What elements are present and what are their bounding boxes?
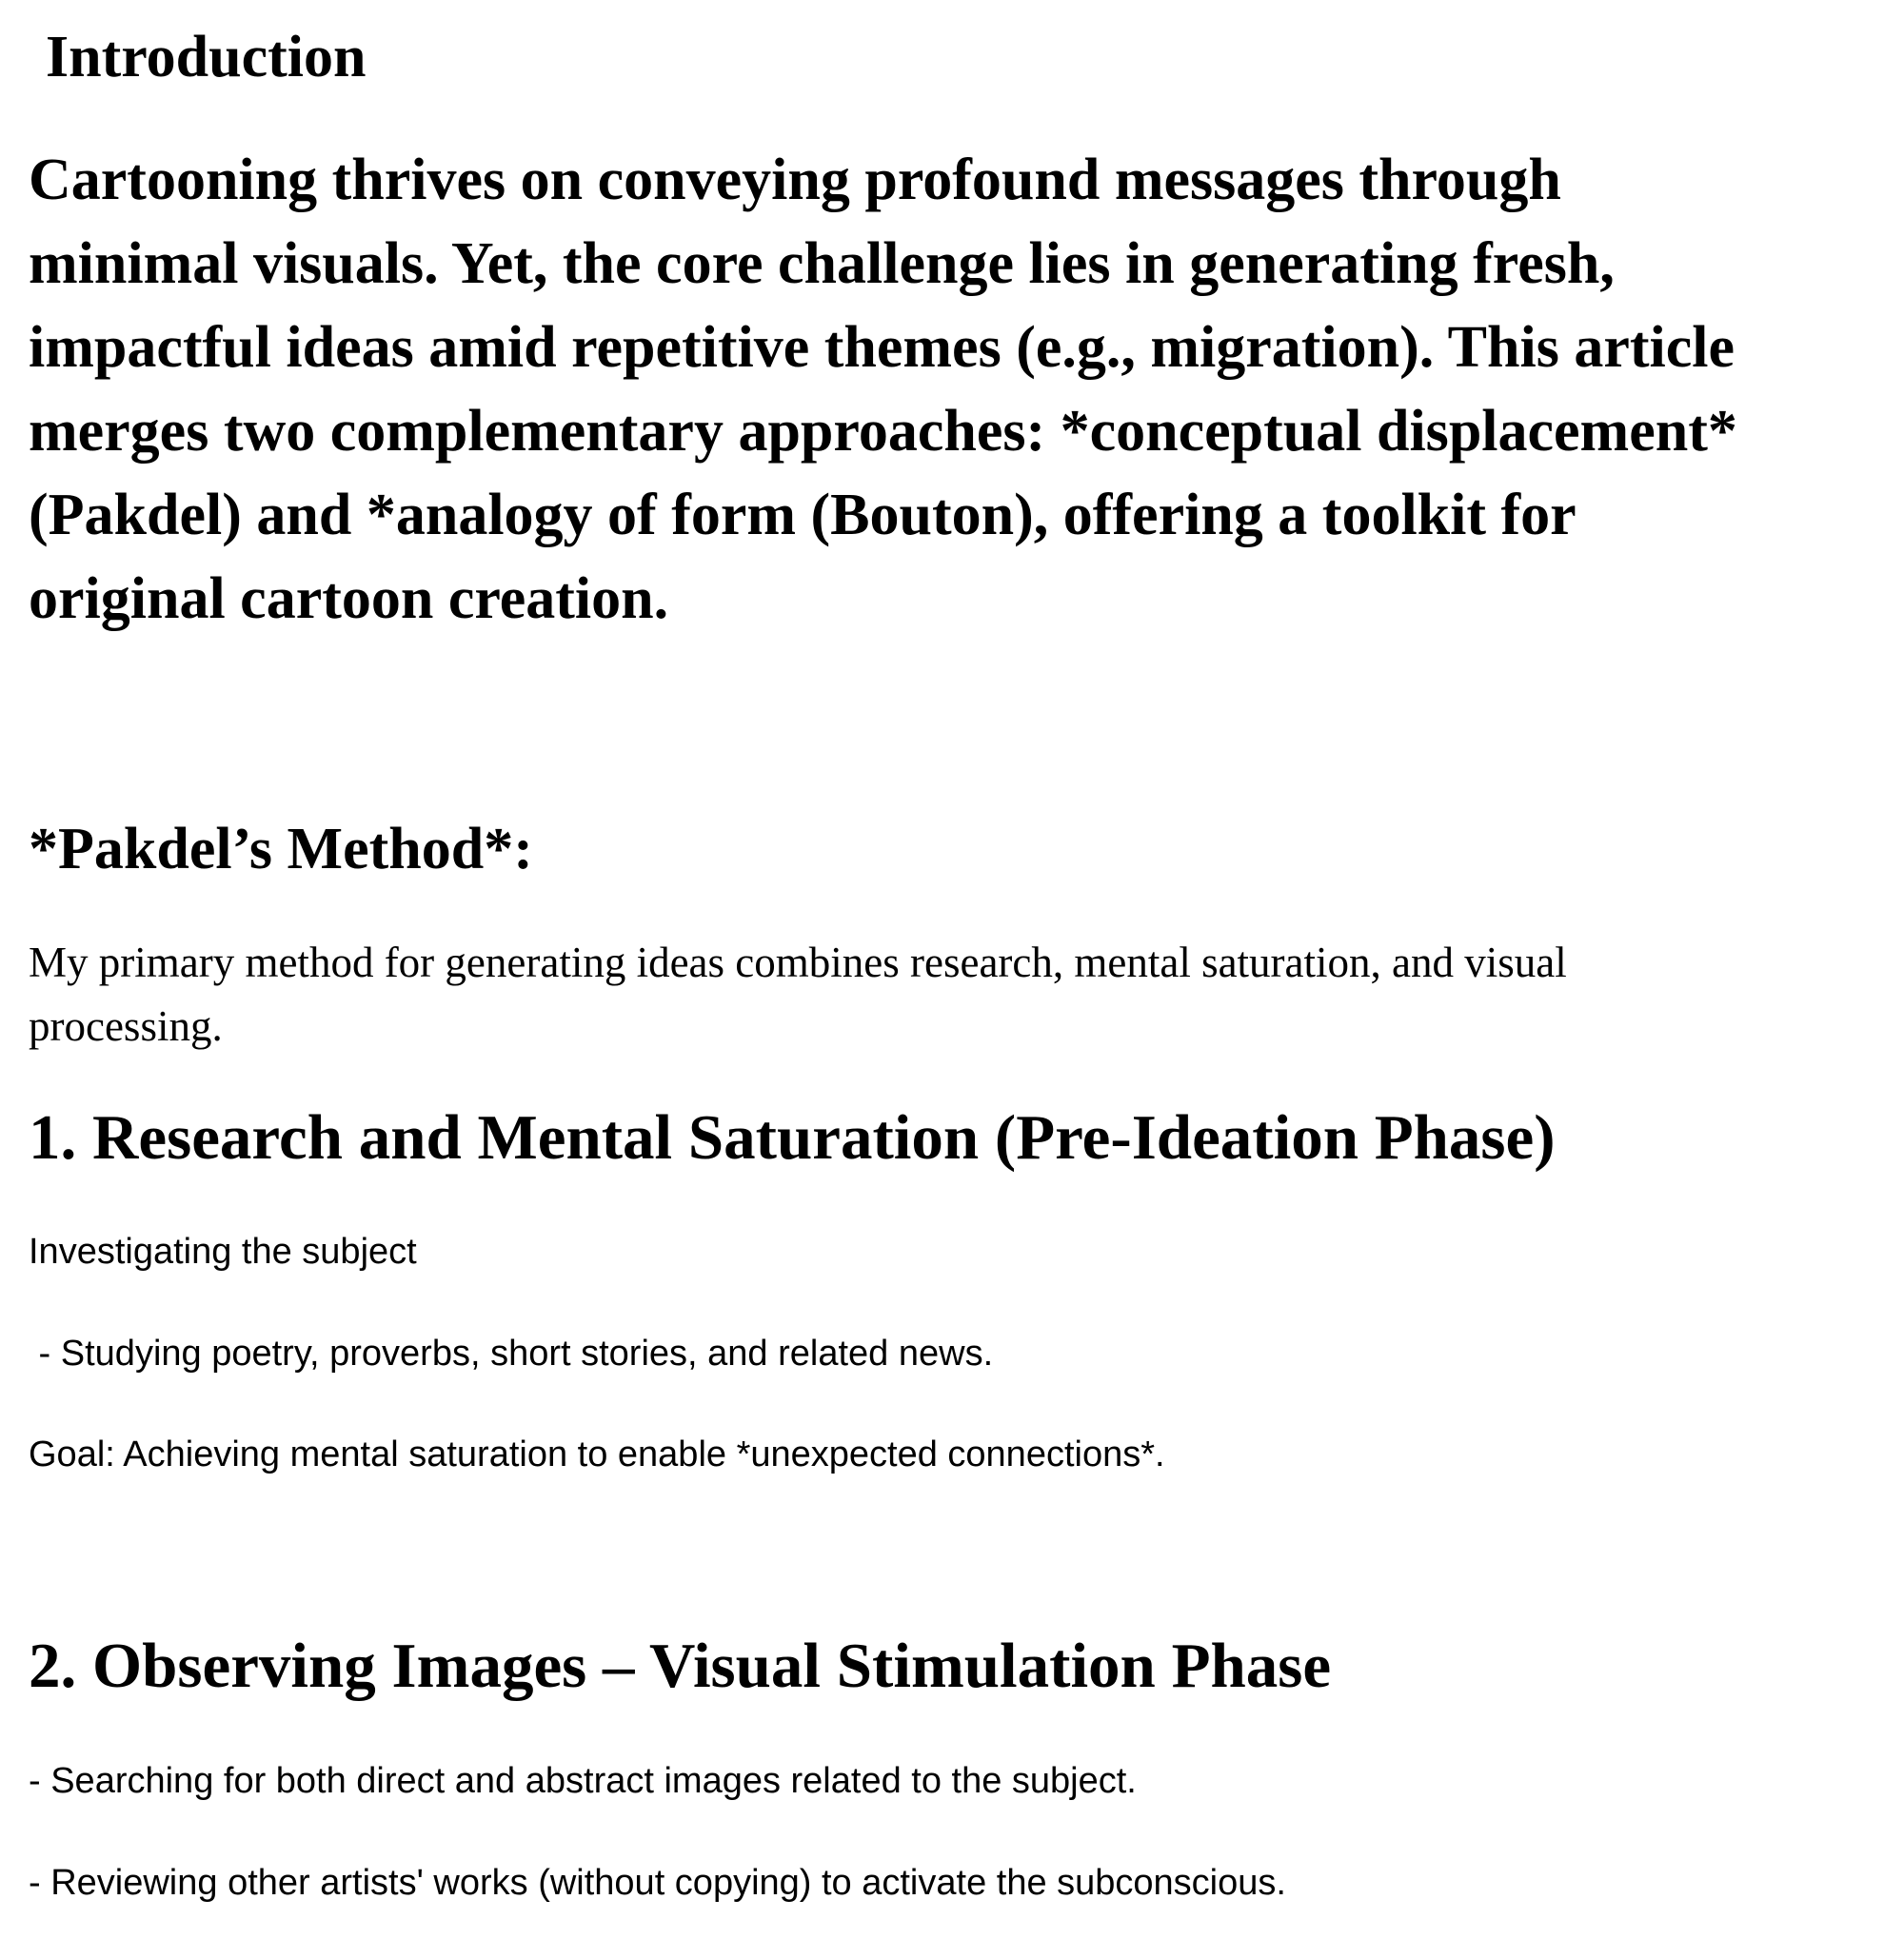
pakdel-method-intro-line: My primary method for generating ideas combines research, mental saturation, and visual [29, 939, 1567, 986]
introduction-paragraph-line: merges two complementary approaches: *conceptual displacement* [29, 399, 1737, 464]
section-2-heading: 2. Observing Images – Visual Stimulation Phase [29, 1631, 1332, 1701]
introduction-paragraph-line: minimal visuals. Yet, the core challenge lies in generating fresh, [29, 231, 1615, 296]
introduction-paragraph-line: impactful ideas amid repetitive themes (e.g., migration). This article [29, 315, 1735, 380]
introduction-paragraph-line: Cartooning thrives on conveying profound messages through [29, 148, 1561, 212]
section-2-item: - Reviewing other artists' works (without copying) to activate the subconscious. [29, 1863, 1286, 1903]
section-1-item: Goal: Achieving mental saturation to enable *unexpected connections*. [29, 1435, 1165, 1474]
introduction-paragraph-line: original cartoon creation. [29, 566, 669, 631]
section-1-item: - Studying poetry, proverbs, short stories, and related news. [29, 1334, 994, 1374]
section-2-item: - Searching for both direct and abstract images related to the subject. [29, 1761, 1137, 1801]
pakdel-method-intro-line: processing. [29, 1002, 223, 1050]
introduction-heading: Introduction [46, 25, 367, 89]
pakdel-method-heading: *Pakdel’s Method*: [29, 817, 533, 881]
introduction-paragraph-line: (Pakdel) and *analogy of form (Bouton), offering a toolkit for [29, 483, 1577, 547]
section-1-heading: 1. Research and Mental Saturation (Pre-Ideation Phase) [29, 1102, 1556, 1173]
section-1-item: Investigating the subject [29, 1232, 417, 1272]
